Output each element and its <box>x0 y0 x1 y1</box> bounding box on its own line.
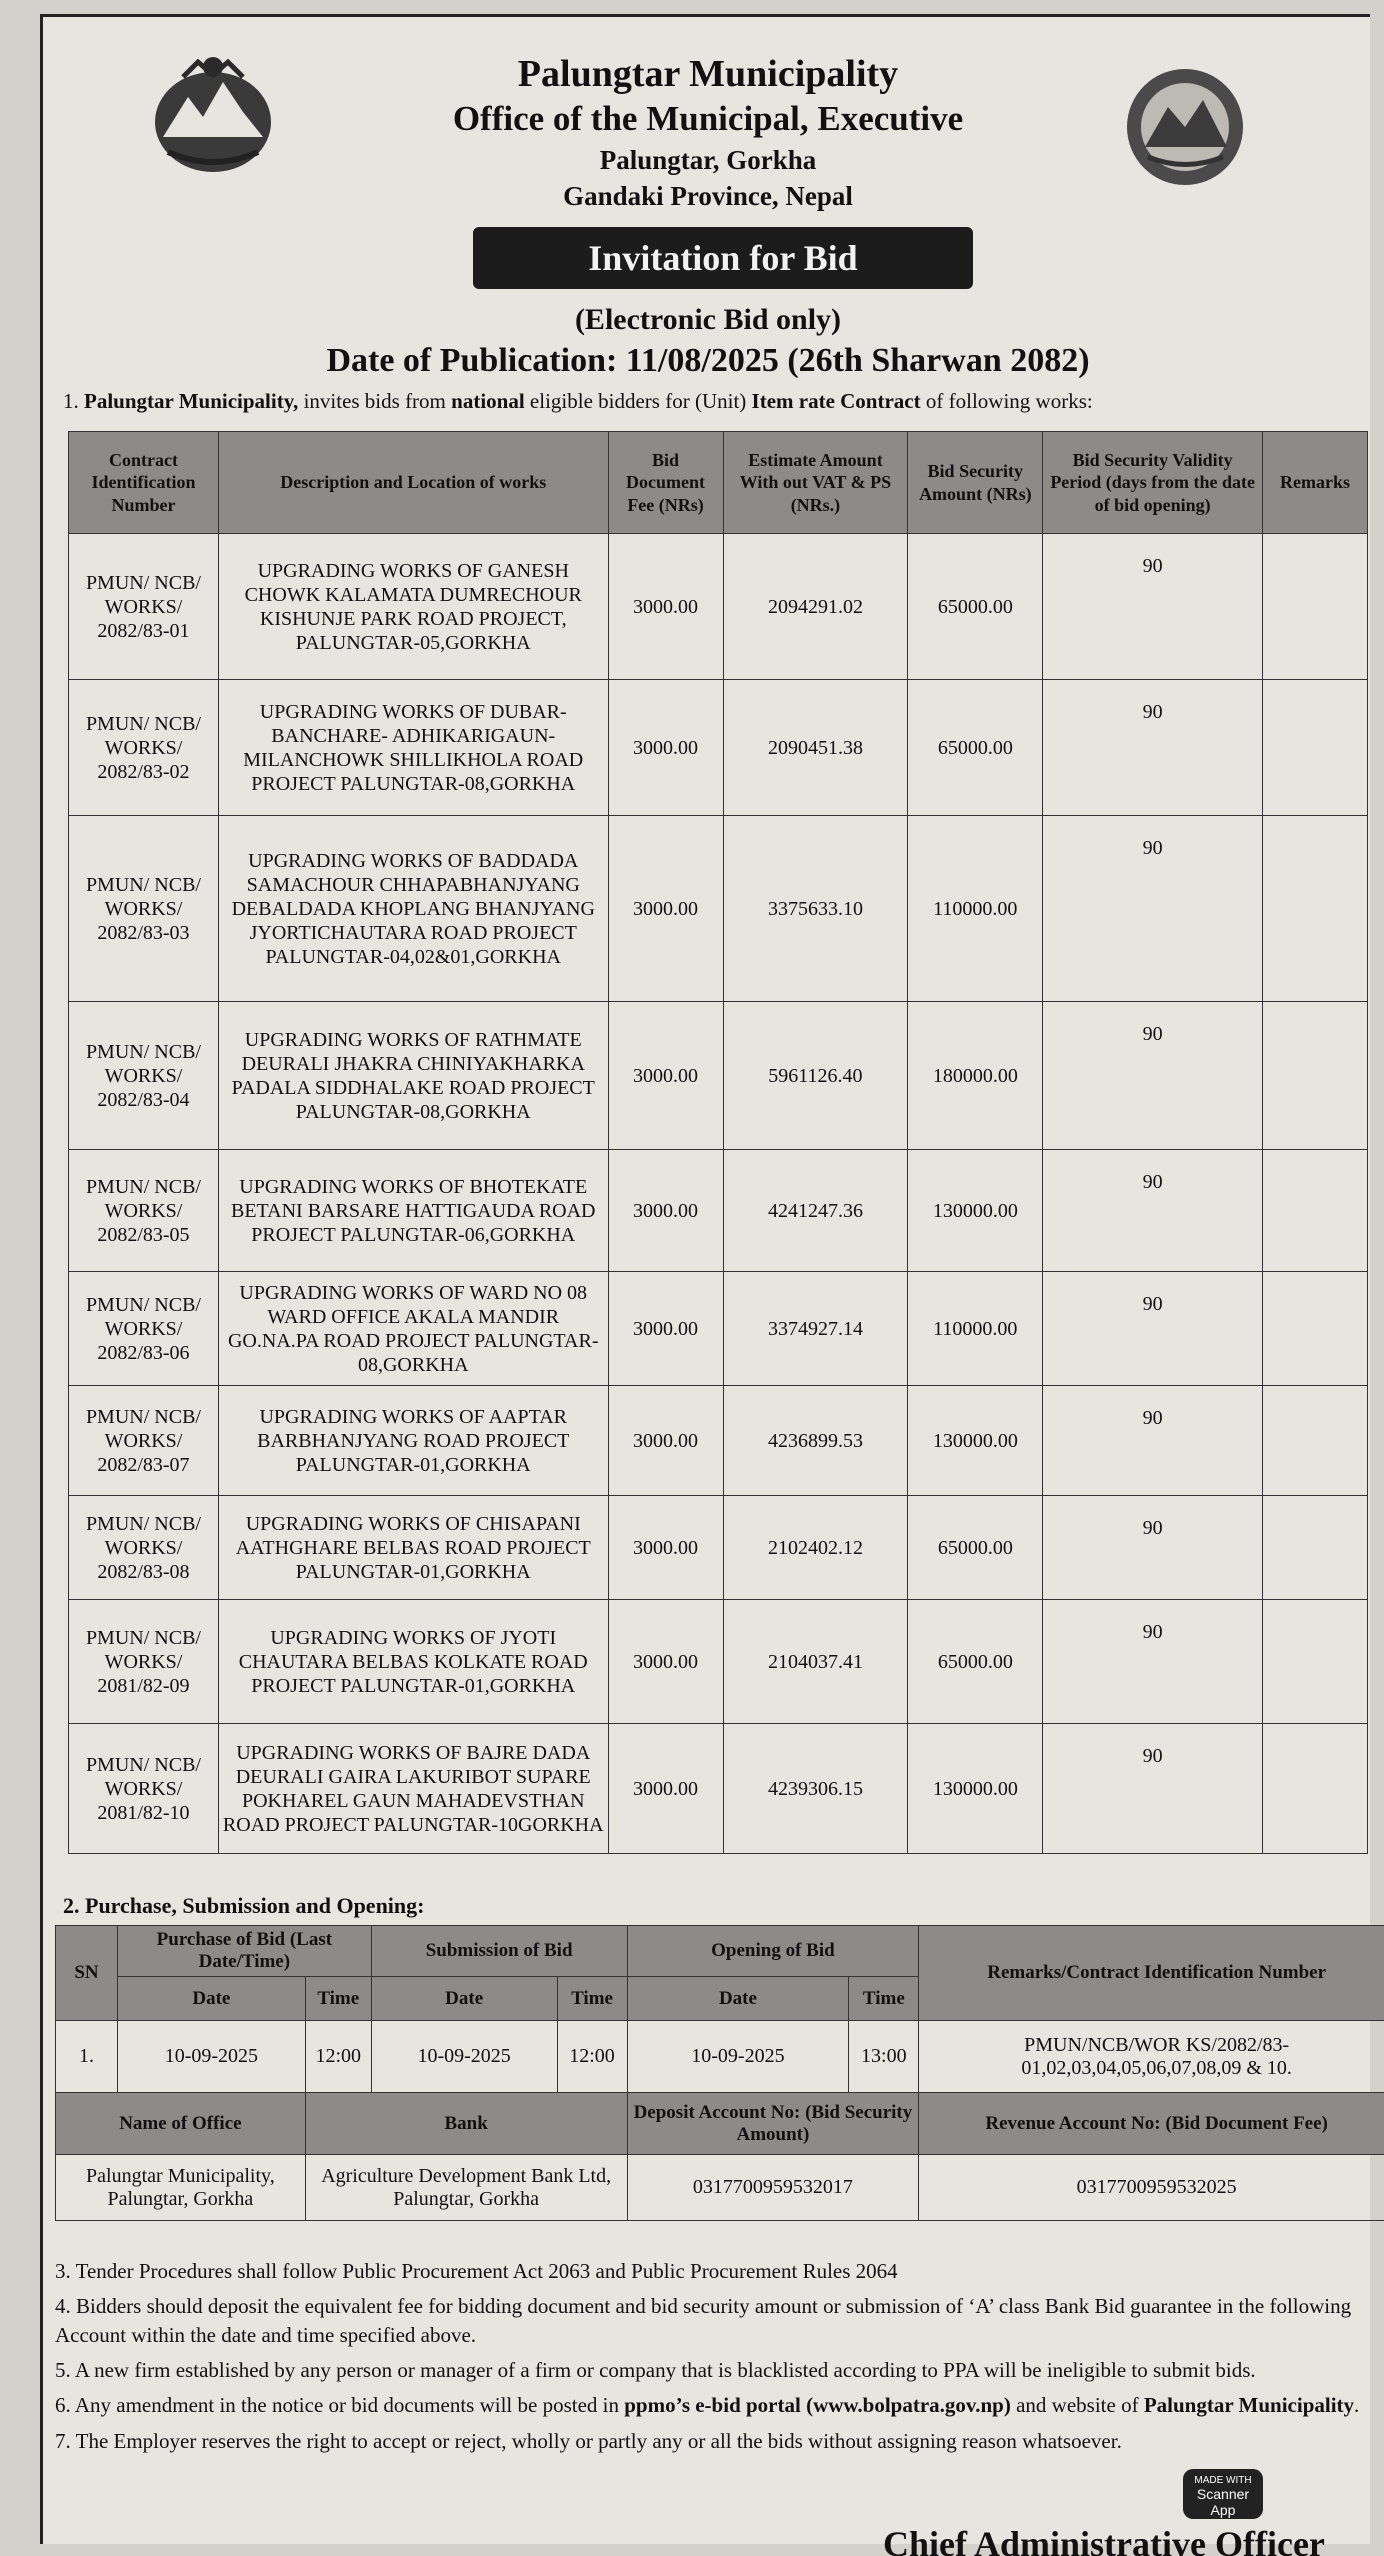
municipality-logo-icon <box>1123 62 1248 192</box>
cell-submission-time: 12:00 <box>557 2021 627 2093</box>
purchase-table <box>55 1925 1384 2221</box>
note-6-c: and website of <box>1010 2393 1144 2418</box>
watermark-line-3: App <box>1210 2502 1236 2518</box>
cell-contract-id: PMUN/ NCB/ WORKS/ 2082/83-03 <box>69 816 219 1002</box>
intro-municipality: Palungtar Municipality, <box>84 389 299 413</box>
table-row <box>69 680 1368 816</box>
publication-date: Date of Publication: 11/08/2025 (26th Sharwan 2082) <box>326 342 1090 379</box>
note-5: 5. A new firm established by any person or manager of a firm or company that is blacklisted according to PPA will be ineligible to submit bids. <box>55 2358 1256 2383</box>
intro-paragraph <box>63 389 1093 414</box>
cell-validity: 90 <box>1043 534 1263 680</box>
cell-remarks <box>1263 1002 1368 1150</box>
cell-estimate: 2104037.41 <box>723 1600 908 1724</box>
cell-doc-fee: 3000.00 <box>608 1386 723 1496</box>
cell-doc-fee: 3000.00 <box>608 1272 723 1386</box>
cell-security: 110000.00 <box>908 1272 1043 1386</box>
cell-security: 180000.00 <box>908 1002 1043 1150</box>
note-6-a: 6. Any amendment in the notice or bid documents will be posted in <box>55 2393 625 2418</box>
cell-description: UPGRADING WORKS OF BHOTEKATE BETANI BARSARE HATTIGAUDA ROAD PROJECT PALUNGTAR-06,GORKHA <box>218 1150 608 1272</box>
cell-description: UPGRADING WORKS OF JYOTI CHAUTARA BELBAS KOLKATE ROAD PROJECT PALUNGTAR-01,GORKHA <box>218 1600 608 1724</box>
header-opening: Opening of Bid <box>627 1926 919 1977</box>
note-4: 4. Bidders should deposit the equivalent fee for bidding document and bid security amount or submission of ‘A’ class Bank Bid guarantee in the following Account within the date and time specified above. <box>55 2294 1352 2347</box>
cell-description: UPGRADING WORKS OF GANESH CHOWK KALAMATA DUMRECHOUR KISHUNJE PARK ROAD PROJECT, PALUNGTAR-05,GORKHA <box>218 534 608 680</box>
table-row <box>69 534 1368 680</box>
cell-remarks <box>1263 1386 1368 1496</box>
cell-remarks <box>1263 1150 1368 1272</box>
cell-purchase-date: 10-09-2025 <box>117 2021 305 2093</box>
notice-header <box>43 17 1373 379</box>
cell-validity: 90 <box>1043 1600 1263 1724</box>
table-row <box>56 2155 1384 2221</box>
header-sn: SN <box>56 1926 118 2021</box>
cell-security: 110000.00 <box>908 816 1043 1002</box>
cell-security: 65000.00 <box>908 1600 1043 1724</box>
cell-contract-id: PMUN/ NCB/ WORKS/ 2082/83-04 <box>69 1002 219 1150</box>
cell-doc-fee: 3000.00 <box>608 816 723 1002</box>
cell-estimate: 5961126.40 <box>723 1002 908 1150</box>
table-row <box>69 1724 1368 1854</box>
header-doc-fee: Bid Document Fee (NRs) <box>608 432 723 534</box>
cell-contract-id: PMUN/ NCB/ WORKS/ 2082/83-01 <box>69 534 219 680</box>
cell-validity: 90 <box>1043 1150 1263 1272</box>
table-row <box>69 1386 1368 1496</box>
header-estimate: Estimate Amount With out VAT & PS (NRs.) <box>723 432 908 534</box>
cell-validity: 90 <box>1043 1724 1263 1854</box>
intro-item-rate: Item rate Contract <box>751 389 921 413</box>
table-row <box>69 1150 1368 1272</box>
header-time: Time <box>849 1977 919 2021</box>
cell-security: 65000.00 <box>908 534 1043 680</box>
bid-type: (Electronic Bid only) <box>574 303 842 336</box>
cell-validity: 90 <box>1043 1386 1263 1496</box>
cell-bank: Agriculture Development Bank Ltd, Palungtar, Gorkha <box>305 2155 627 2221</box>
cell-doc-fee: 3000.00 <box>608 1496 723 1600</box>
intro-text-a: invites bids from <box>298 389 452 413</box>
header-revenue-account: Revenue Account No: (Bid Document Fee) <box>919 2093 1384 2155</box>
section2-title: 2. Purchase, Submission and Opening: <box>63 1893 425 1918</box>
header-bank: Bank <box>305 2093 627 2155</box>
header-time: Time <box>557 1977 627 2021</box>
cell-validity: 90 <box>1043 1002 1263 1150</box>
cell-estimate: 4239306.15 <box>723 1724 908 1854</box>
cell-description: UPGRADING WORKS OF WARD NO 08 WARD OFFICE AKALA MANDIR GO.NA.PA ROAD PROJECT PALUNGTAR-08,GORKHA <box>218 1272 608 1386</box>
cell-doc-fee: 3000.00 <box>608 1150 723 1272</box>
cell-validity: 90 <box>1043 1496 1263 1600</box>
cell-validity: 90 <box>1043 1272 1263 1386</box>
cell-contract-ids: PMUN/NCB/WOR KS/2082/83-01,02,03,04,05,06,07,08,09 & 10. <box>919 2021 1384 2093</box>
cell-contract-id: PMUN/ NCB/ WORKS/ 2082/83-07 <box>69 1386 219 1496</box>
notice-paper <box>40 14 1370 2556</box>
note-6-e: . <box>1354 2393 1360 2418</box>
header-office: Name of Office <box>56 2093 306 2155</box>
invitation-banner: Invitation for Bid <box>473 227 973 289</box>
works-table-header <box>69 432 1368 534</box>
cell-description: UPGRADING WORKS OF DUBAR-BANCHARE- ADHIKARIGAUN-MILANCHOWK SHILLIKHOLA ROAD PROJECT PALUNGTAR-08,GORKHA <box>218 680 608 816</box>
cell-validity: 90 <box>1043 816 1263 1002</box>
cell-contract-id: PMUN/ NCB/ WORKS/ 2081/82-09 <box>69 1600 219 1724</box>
cell-opening-time: 13:00 <box>849 2021 919 2093</box>
cell-doc-fee: 3000.00 <box>608 1724 723 1854</box>
cell-estimate: 2094291.02 <box>723 534 908 680</box>
cell-remarks <box>1263 680 1368 816</box>
cell-contract-id: PMUN/ NCB/ WORKS/ 2082/83-05 <box>69 1150 219 1272</box>
signature-title: Chief Administrative Officer <box>883 2524 1325 2556</box>
cell-estimate: 2102402.12 <box>723 1496 908 1600</box>
cell-security: 130000.00 <box>908 1386 1043 1496</box>
note-6-portal: ppmo’s e-bid portal (www.bolpatra.gov.np) <box>624 2393 1011 2418</box>
scanner-watermark <box>1183 2469 1263 2519</box>
cell-contract-id: PMUN/ NCB/ WORKS/ 2082/83-02 <box>69 680 219 816</box>
cell-doc-fee: 3000.00 <box>608 534 723 680</box>
cell-remarks <box>1263 534 1368 680</box>
cell-security: 65000.00 <box>908 680 1043 816</box>
cell-estimate: 3374927.14 <box>723 1272 908 1386</box>
cell-remarks <box>1263 816 1368 1002</box>
cell-description: UPGRADING WORKS OF AAPTAR BARBHANJYANG ROAD PROJECT PALUNGTAR-01,GORKHA <box>218 1386 608 1496</box>
table-row <box>69 1002 1368 1150</box>
municipality-name: Palungtar Municipality <box>517 53 899 95</box>
cell-security: 130000.00 <box>908 1724 1043 1854</box>
watermark-line-1: MADE WITH <box>1194 2475 1252 2486</box>
header-time: Time <box>305 1977 371 2021</box>
cell-deposit-account: 0317700959532017 <box>627 2155 919 2221</box>
cell-purchase-time: 12:00 <box>305 2021 371 2093</box>
intro-number: 1. <box>63 389 79 413</box>
office-name: Office of the Municipal, Executive <box>452 99 964 138</box>
cell-doc-fee: 3000.00 <box>608 1002 723 1150</box>
cell-description: UPGRADING WORKS OF BADDADA SAMACHOUR CHHAPABHANJYANG DEBALDADA KHOPLANG BHANJYANG JYORTICHAUTARA ROAD PROJECT PALUNGTAR-04,02&01,GORKHA <box>218 816 608 1002</box>
cell-doc-fee: 3000.00 <box>608 1600 723 1724</box>
works-table <box>68 431 1368 1854</box>
address-line-2: Gandaki Province, Nepal <box>563 181 853 211</box>
header-date: Date <box>371 1977 557 2021</box>
cell-doc-fee: 3000.00 <box>608 680 723 816</box>
cell-contract-id: PMUN/ NCB/ WORKS/ 2082/83-06 <box>69 1272 219 1386</box>
notes-list <box>55 2257 1384 2462</box>
intro-national: national <box>451 389 525 413</box>
note-7: 7. The Employer reserves the right to accept or reject, wholly or partly any or all the bids without assigning reason whatsoever. <box>55 2428 1122 2453</box>
cell-contract-id: PMUN/ NCB/ WORKS/ 2081/82-10 <box>69 1724 219 1854</box>
watermark-line-2: Scanner <box>1196 2486 1250 2502</box>
note-6 <box>55 2391 1384 2419</box>
table-row <box>69 816 1368 1002</box>
table-row <box>69 1496 1368 1600</box>
intro-text-c: of following works: <box>920 389 1093 413</box>
header-date: Date <box>627 1977 849 2021</box>
header-submission: Submission of Bid <box>371 1926 627 1977</box>
cell-estimate: 4241247.36 <box>723 1150 908 1272</box>
cell-estimate: 4236899.53 <box>723 1386 908 1496</box>
cell-remarks <box>1263 1724 1368 1854</box>
header-date: Date <box>117 1977 305 2021</box>
header-remarks-id: Remarks/Contract Identification Number <box>919 1926 1384 2021</box>
cell-estimate: 3375633.10 <box>723 816 908 1002</box>
cell-security: 130000.00 <box>908 1150 1043 1272</box>
table-row <box>69 1600 1368 1724</box>
header-security: Bid Security Amount (NRs) <box>908 432 1043 534</box>
cell-opening-date: 10-09-2025 <box>627 2021 849 2093</box>
cell-office: Palungtar Municipality, Palungtar, Gorkha <box>56 2155 306 2221</box>
cell-submission-date: 10-09-2025 <box>371 2021 557 2093</box>
header-deposit-account: Deposit Account No: (Bid Security Amount) <box>627 2093 919 2155</box>
cell-remarks <box>1263 1600 1368 1724</box>
cell-sn: 1. <box>56 2021 118 2093</box>
cell-description: UPGRADING WORKS OF RATHMATE DEURALI JHAKRA CHINIYAKHARKA PADALA SIDDHALAKE ROAD PROJECT PALUNGTAR-08,GORKHA <box>218 1002 608 1150</box>
header-description: Description and Location of works <box>218 432 608 534</box>
cell-remarks <box>1263 1496 1368 1600</box>
table-row <box>56 2021 1384 2093</box>
address-line-1: Palungtar, Gorkha <box>599 145 817 175</box>
header-purchase: Purchase of Bid (Last Date/Time) <box>117 1926 371 1977</box>
header-validity: Bid Security Validity Period (days from the date of bid opening) <box>1043 432 1263 534</box>
header-remarks: Remarks <box>1263 432 1368 534</box>
intro-text-b: eligible bidders for (Unit) <box>524 389 752 413</box>
note-6-municipality: Palungtar Municipality <box>1143 2393 1355 2418</box>
cell-revenue-account: 0317700959532025 <box>919 2155 1384 2221</box>
cell-validity: 90 <box>1043 680 1263 816</box>
cell-estimate: 2090451.38 <box>723 680 908 816</box>
header-contract-id: Contract Identification Number <box>69 432 219 534</box>
table-row <box>69 1272 1368 1386</box>
cell-remarks <box>1263 1272 1368 1386</box>
cell-contract-id: PMUN/ NCB/ WORKS/ 2082/83-08 <box>69 1496 219 1600</box>
cell-security: 65000.00 <box>908 1496 1043 1600</box>
note-3: 3. Tender Procedures shall follow Public Procurement Act 2063 and Public Procurement Rules 2064 <box>55 2259 898 2283</box>
cell-description: UPGRADING WORKS OF BAJRE DADA DEURALI GAIRA LAKURIBOT SUPARE POKHAREL GAUN MAHADEVSTHAN ROAD PROJECT PALUNGTAR-10GORKHA <box>218 1724 608 1854</box>
cell-description: UPGRADING WORKS OF CHISAPANI AATHGHARE BELBAS ROAD PROJECT PALUNGTAR-01,GORKHA <box>218 1496 608 1600</box>
